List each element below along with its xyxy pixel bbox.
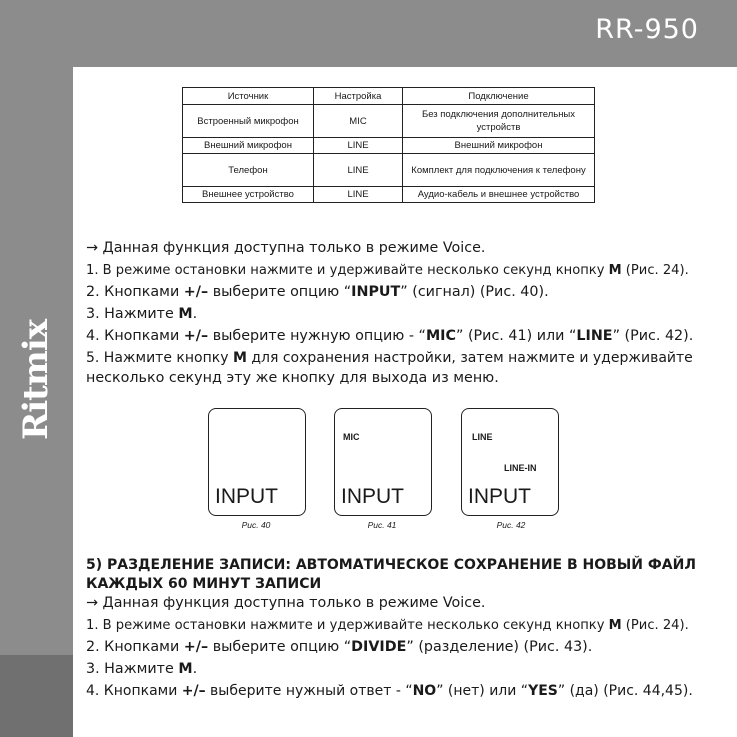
table-row: [183, 138, 595, 154]
lcd-top-label: LINE: [472, 432, 493, 442]
header-bar: [0, 0, 737, 67]
step-1: 1. В режиме остановки нажмите и удерживайте несколько секунд кнопку M (Рис. 24).: [86, 618, 689, 633]
table-cell: Внешнее устройство: [183, 187, 314, 203]
note-voice-only: → Данная функция доступна только в режиме Voice.: [86, 240, 486, 256]
table-cell: LINE: [314, 138, 403, 154]
table-cell: Без подключения дополнительных устройств: [403, 105, 595, 138]
table-cell: Аудио-кабель и внешнее устройство: [403, 187, 595, 203]
lcd-main-text: INPUT: [341, 485, 404, 508]
table-row: [183, 187, 595, 203]
figure-caption: Рис. 40: [241, 520, 271, 530]
step-3: 3. Нажмите M.: [86, 661, 198, 677]
lcd-figure-42: [461, 408, 559, 516]
figure-caption: Рис. 42: [496, 520, 526, 530]
step-2: 2. Кнопками +/– выберите опцию “INPUT” (сигнал) (Рис. 40).: [86, 284, 549, 300]
table-row: [183, 105, 595, 138]
lcd-main-text: INPUT: [215, 485, 278, 508]
step-5-continued: несколько секунд эту же кнопку для выхода из меню.: [86, 370, 499, 386]
table-header: Настройка: [314, 88, 403, 105]
table-cell: Внешний микрофон: [183, 138, 314, 154]
step-5: 5. Нажмите кнопку M для сохранения настройки, затем нажмите и удерживайте: [86, 350, 693, 366]
step-2: 2. Кнопками +/– выберите опцию “DIVIDE” (разделение) (Рис. 43).: [86, 639, 593, 655]
table-row: [183, 154, 595, 187]
lcd-main-text: INPUT: [468, 485, 531, 508]
brand-logo: Ritmix: [16, 319, 56, 441]
connection-table: [182, 87, 595, 203]
table-cell: MIC: [314, 105, 403, 138]
step-4: 4. Кнопками +/– выберите нужный ответ - “NO” (нет) или “YES” (да) (Рис. 44,45).: [86, 683, 693, 699]
table-cell: Телефон: [183, 154, 314, 187]
table-header: Подключение: [403, 88, 595, 105]
lcd-sub-label: LINE-IN: [504, 463, 537, 473]
figure-caption: Рис. 41: [367, 520, 397, 530]
section-heading: 5) РАЗДЕЛЕНИЕ ЗАПИСИ: АВТОМАТИЧЕСКОЕ СОХРАНЕНИЕ В НОВЫЙ ФАЙЛ КАЖДЫХ 60 МИНУТ ЗАПИСИ: [86, 557, 696, 592]
lcd-top-label: MIC: [343, 432, 360, 442]
lcd-figure-41: [334, 408, 432, 516]
table-cell: LINE: [314, 187, 403, 203]
side-bar-footer: [0, 655, 73, 737]
table-header: Источник: [183, 88, 314, 105]
table-header-row: [183, 88, 595, 105]
table-cell: Встроенный микрофон: [183, 105, 314, 138]
step-4: 4. Кнопками +/– выберите нужную опцию - “MIC” (Рис. 41) или “LINE” (Рис. 42).: [86, 328, 694, 344]
note-voice-only: → Данная функция доступна только в режиме Voice.: [86, 595, 486, 611]
table-cell: Внешний микрофон: [403, 138, 595, 154]
step-3: 3. Нажмите M.: [86, 306, 198, 322]
model-name: RR-950: [595, 14, 699, 45]
table-cell: Комплект для подключения к телефону: [403, 154, 595, 187]
step-1: 1. В режиме остановки нажмите и удерживайте несколько секунд кнопку M (Рис. 24).: [86, 263, 689, 278]
table-cell: LINE: [314, 154, 403, 187]
lcd-figure-40: [208, 408, 306, 516]
